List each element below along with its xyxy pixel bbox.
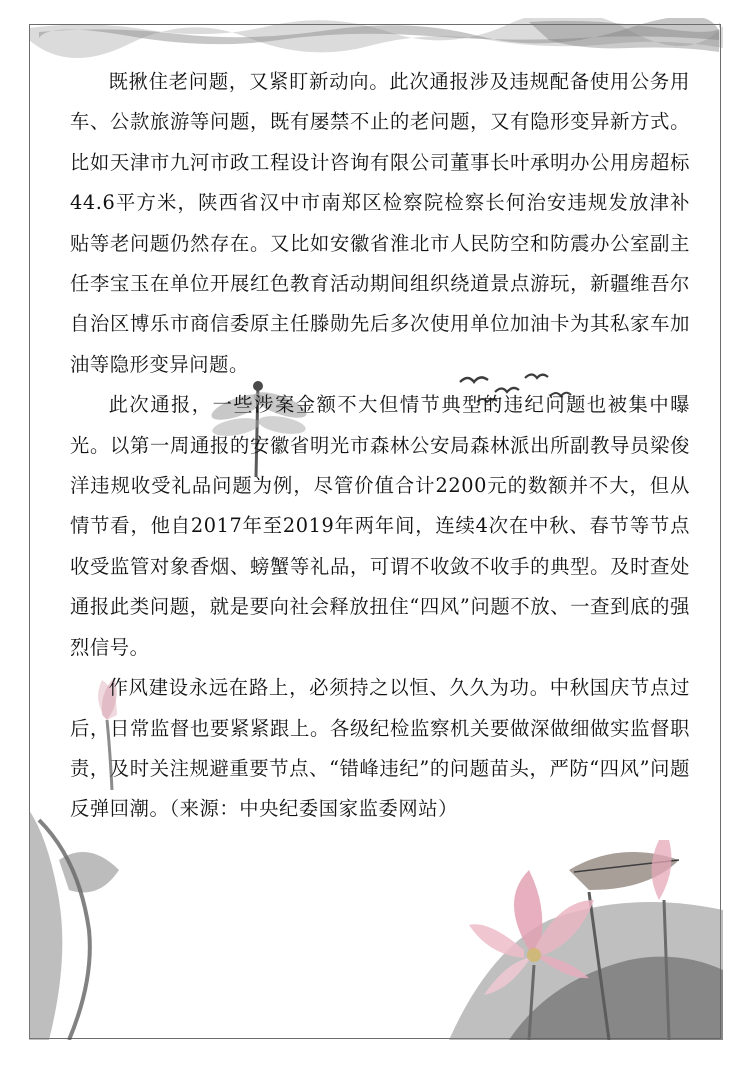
paragraph-2: 此次通报，一些涉案金额不大但情节典型的违纪问题也被集中曝光。以第一周通报的安徽省明光市森林公安局森林派出所副教导员梁俊洋违规收受礼品问题为例，尽管价值合计2200元的数额并不大，但从情节看，他自2017年至2019年两年间，连续4次在中秋、春节等节点收受监管对象香烟、螃蟹等礼品，可谓不收敛不收手的典型。及时查处通报此类问题，就是要向社会释放扭住“四风”问题不放、一查到底的强烈信号。	[70, 393, 690, 659]
paragraph-1: 既揪住老问题，又紧盯新动向。此次通报涉及违规配备使用公务用车、公款旅游等问题，既有屡禁不止的老问题，又有隐形变异新方式。比如天津市九河市政工程设计咨询有限公司董事长叶承明办公用房超标44.6平方米，陕西省汉中市南郑区检察院检察长何治安违规发放津补贴等老问题仍然存在。又比如安徽省淮北市人民防空和防震办公室副主任李宝玉在单位开展红色教育活动期间组织绕道景点游玩，新疆维吾尔自治区博乐市商信委原主任滕勋先后多次使用单位加油卡为其私家车加油等隐形变异问题。	[70, 70, 690, 376]
lotus-ink-painting	[29, 800, 723, 1040]
paragraph-3: 作风建设永远在路上，必须持之以恒、久久为功。中秋国庆节点过后，日常监督也要紧紧跟上。各级纪检监察机关要做深做细做实监督职责，及时关注规避重要节点、“错峰违纪”的问题苗头，严防“四风”问题反弹回潮。（来源：中央纪委国家监委网站）	[70, 676, 690, 821]
article-body	[70, 62, 690, 830]
